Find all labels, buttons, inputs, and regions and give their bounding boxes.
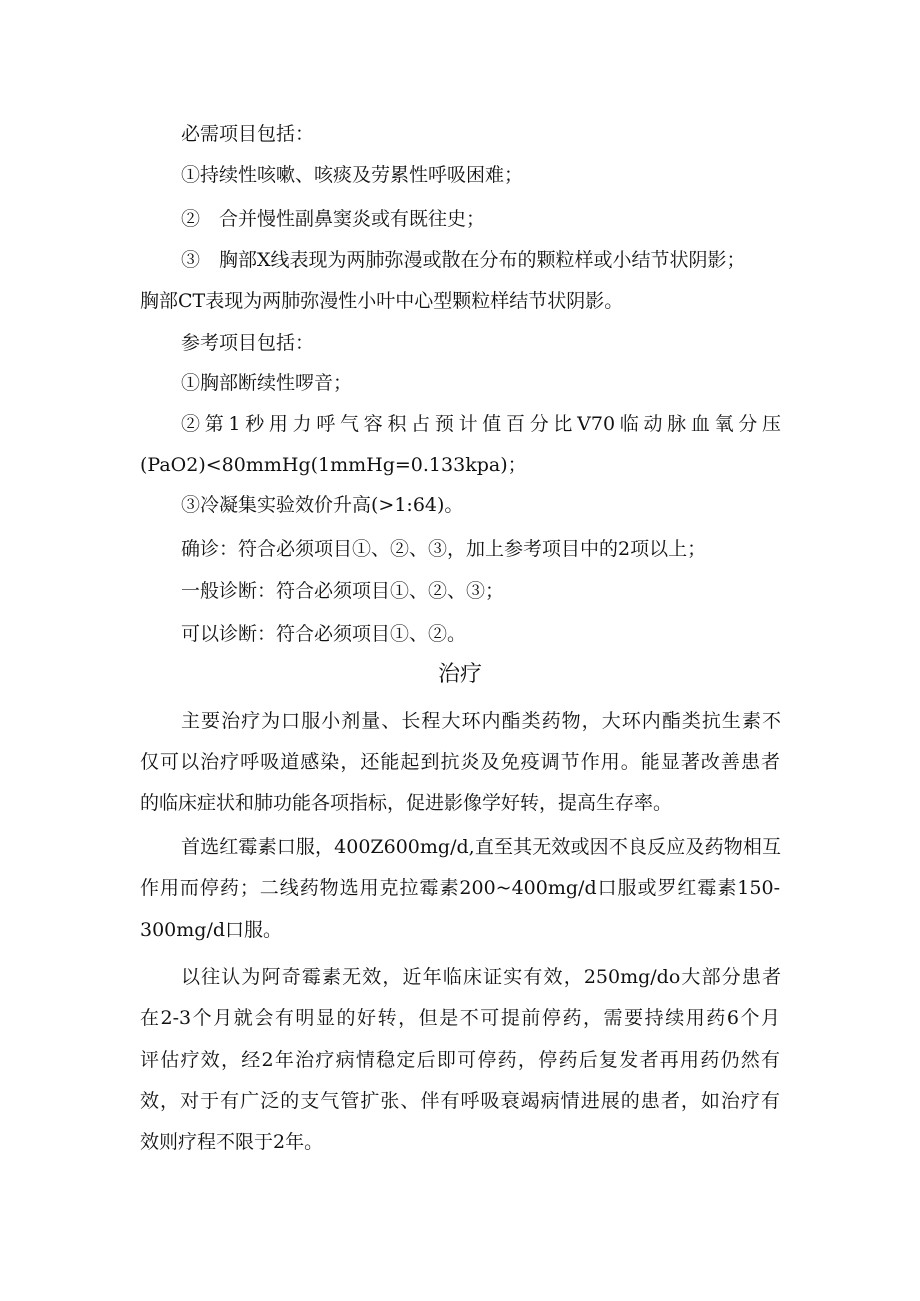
treatment-heading: 治疗 <box>437 662 482 687</box>
treatment-paragraph-3-line-5: 效则疗程不限于2年。 <box>140 1131 324 1153</box>
reference-item-1: ①胸部断续性啰音； <box>181 372 353 394</box>
reference-item-2-line-1: ②第1秒用力呼气容积占预计值百分比V70临动脉血氧分压 <box>181 413 781 435</box>
treatment-paragraph-1-line-2: 仅可以治疗呼吸道感染，还能起到抗炎及免疫调节作用。能显著改善患者 <box>140 751 780 773</box>
treatment-paragraph-2-line-2: 作用而停药；二线药物选用克拉霉素200~400mg/d口服或罗红霉素150- <box>140 877 780 899</box>
reference-item-3: ③冷凝集实验效价升高(>1:64)。 <box>181 494 464 516</box>
general-diagnosis: 一般诊断：符合必须项目①、②、③； <box>181 580 505 602</box>
required-item-3-line-2: 胸部CT表现为两肺弥漫性小叶中心型颗粒样结节状阴影。 <box>140 290 624 312</box>
required-item-1: ①持续性咳嗽、咳痰及劳累性呼吸困难； <box>181 164 524 186</box>
treatment-paragraph-3-line-1: 以往认为阿奇霉素无效，近年临床证实有效，250mg/do大部分患者 <box>181 966 781 988</box>
treatment-paragraph-1-line-1: 主要治疗为口服小剂量、长程大环内酯类药物，大环内酯类抗生素不 <box>181 710 781 732</box>
treatment-paragraph-2-line-3: 300mg/d口服。 <box>140 919 283 941</box>
treatment-paragraph-3-line-4: 效，对于有广泛的支气管扩张、伴有呼吸衰竭病情进展的患者，如治疗有 <box>140 1090 780 1112</box>
required-item-2: ② 合并慢性副鼻窦炎或有既往史； <box>181 208 486 230</box>
treatment-paragraph-3-line-3: 评估疗效，经2年治疗病情稳定后即可停药，停药后复发者再用药仍然有 <box>140 1049 780 1071</box>
reference-item-2-line-2: (PaO2)<80mmHg(1mmHg=0.133kpa)； <box>140 454 527 476</box>
required-items-header: 必需项目包括： <box>181 123 315 145</box>
treatment-paragraph-3-line-2: 在2-3个月就会有明显的好转，但是不可提前停药，需要持续用药6个月 <box>140 1007 780 1029</box>
treatment-paragraph-1-line-3: 的临床症状和肺功能各项指标，促进影像学好转，提高生存率。 <box>140 792 673 814</box>
treatment-paragraph-2-line-1: 首选红霉素口服，400Z600mg/d,直至其无效或因不良反应及药物相互 <box>181 836 781 858</box>
reference-items-header: 参考项目包括： <box>181 332 315 354</box>
possible-diagnosis: 可以诊断：符合必须项目①、②。 <box>181 623 467 645</box>
confirmed-diagnosis: 确诊：符合必须项目①、②、③，加上参考项目中的2项以上； <box>181 538 707 560</box>
required-item-3-line-1: ③ 胸部X线表现为两肺弥漫或散在分布的颗粒样或小结节状阴影； <box>181 249 746 271</box>
